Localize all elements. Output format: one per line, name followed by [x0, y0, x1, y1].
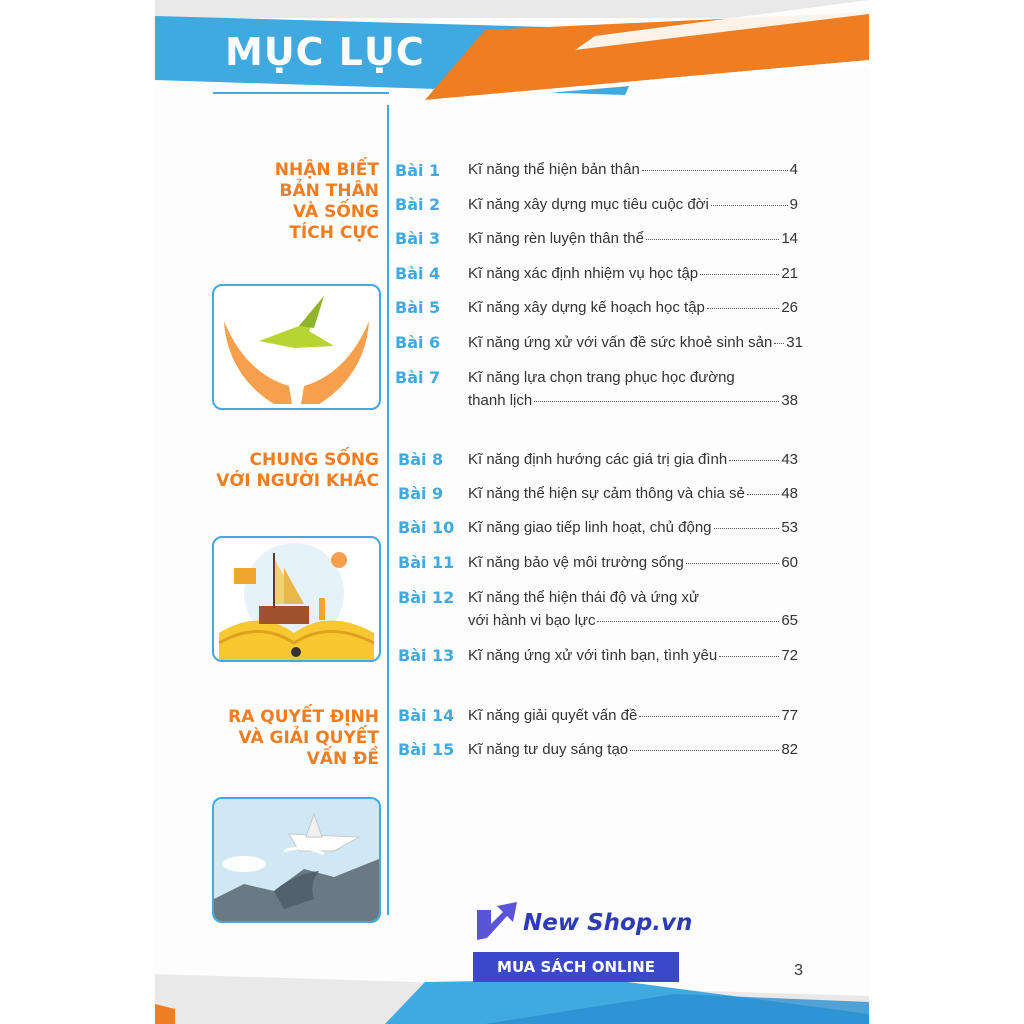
- page-ref: 21: [781, 265, 798, 282]
- newshop-logo[interactable]: [473, 900, 693, 976]
- section-title-line: VỚI NGƯỜI KHÁC: [216, 471, 379, 491]
- section-title-line: VÀ SỐNG: [293, 202, 379, 222]
- page-ref: 77: [781, 707, 798, 724]
- toc-page: [155, 0, 869, 1024]
- lesson-title: Kĩ năng định hướng các giá trị gia đình: [468, 451, 728, 468]
- logo-tagline: MUA SÁCH ONLINE: [473, 952, 679, 982]
- lesson-title: Kĩ năng thể hiện sự cảm thông và chia sẻ: [468, 485, 745, 502]
- page-ref: 14: [781, 230, 798, 247]
- page-ref: 60: [781, 554, 798, 571]
- lesson-title: Kĩ năng thể hiện thái độ và ứng xử: [468, 589, 700, 606]
- lesson-title: Kĩ năng rèn luyện thân thể: [468, 230, 644, 247]
- lesson-number: Bài 8: [398, 450, 444, 469]
- page-ref: 72: [781, 647, 798, 664]
- ship-on-book-illustration: [212, 536, 381, 662]
- logo-name: New Shop.vn: [523, 910, 693, 936]
- lesson-number: Bài 6: [395, 333, 441, 352]
- lesson-number: Bài 15: [398, 740, 455, 759]
- lesson-number: Bài 11: [398, 553, 455, 572]
- section-title-line: CHUNG SỐNG: [249, 450, 379, 470]
- section-title-line: RA QUYẾT ĐỊNH: [228, 707, 379, 727]
- lesson-number: Bài 10: [398, 518, 455, 537]
- section-title-line: VẤN ĐỀ: [306, 749, 379, 769]
- lesson-title: Kĩ năng xây dựng mục tiêu cuộc đời: [468, 196, 709, 213]
- section-title-line: TÍCH CỰC: [289, 223, 379, 243]
- lesson-number: Bài 1: [395, 161, 441, 180]
- section-title-1: [179, 160, 379, 244]
- lesson-number: Bài 7: [395, 368, 441, 387]
- divider-horizontal: [213, 92, 389, 94]
- lesson-number: Bài 14: [398, 706, 455, 725]
- lesson-title: Kĩ năng giải quyết vấn đề: [468, 707, 638, 724]
- lesson-title: Kĩ năng xác định nhiệm vụ học tập: [468, 265, 699, 282]
- lesson-number: Bài 4: [395, 264, 441, 283]
- page-ref: 43: [781, 451, 798, 468]
- lesson-number: Bài 9: [398, 484, 444, 503]
- page-ref: 82: [781, 741, 798, 758]
- logo-arrow-icon: [473, 900, 519, 944]
- lesson-number: Bài 2: [395, 195, 441, 214]
- lesson-number: Bài 12: [398, 588, 455, 607]
- crane-in-hands-illustration: [212, 284, 381, 410]
- lesson-title: Kĩ năng ứng xử với vấn đề sức khoẻ sinh sản: [468, 334, 773, 351]
- divider-vertical: [387, 105, 389, 915]
- page-ref: 38: [781, 392, 798, 409]
- page-ref: 48: [781, 485, 798, 502]
- page-ref: 9: [789, 196, 798, 213]
- lesson-title-cont: thanh lịch: [468, 392, 533, 409]
- paper-boat-illustration: [212, 797, 381, 923]
- lesson-title: Kĩ năng thể hiện bản thân: [468, 161, 640, 178]
- section-title-line: BẢN THÂN: [279, 181, 379, 201]
- section-title-line: NHẬN BIẾT: [274, 160, 379, 180]
- section-title-3: [179, 707, 379, 770]
- lesson-number: Bài 3: [395, 229, 441, 248]
- lesson-title: Kĩ năng xây dựng kế hoạch học tập: [468, 299, 705, 316]
- page-ref: 4: [789, 161, 798, 178]
- lesson-title: Kĩ năng lựa chọn trang phục học đường: [468, 369, 735, 386]
- page-ref: 31: [786, 334, 803, 351]
- lesson-title-cont: với hành vi bạo lực: [468, 612, 596, 629]
- lesson-number: Bài 13: [398, 646, 455, 665]
- lesson-title: Kĩ năng bảo vệ môi trường sống: [468, 554, 684, 571]
- page-title: MỤC LỤC: [225, 30, 425, 74]
- lesson-number: Bài 5: [395, 298, 441, 317]
- section-title-2: [179, 450, 379, 492]
- section-title-line: VÀ GIẢI QUYẾT: [238, 728, 379, 748]
- lesson-title: Kĩ năng giao tiếp linh hoạt, chủ động: [468, 519, 712, 536]
- lesson-title: Kĩ năng ứng xử với tình bạn, tình yêu: [468, 647, 718, 664]
- lesson-title: Kĩ năng tư duy sáng tạo: [468, 741, 629, 758]
- page-number: 3: [794, 962, 803, 979]
- page-ref: 26: [781, 299, 798, 316]
- page-ref: 65: [781, 612, 798, 629]
- page-ref: 53: [781, 519, 798, 536]
